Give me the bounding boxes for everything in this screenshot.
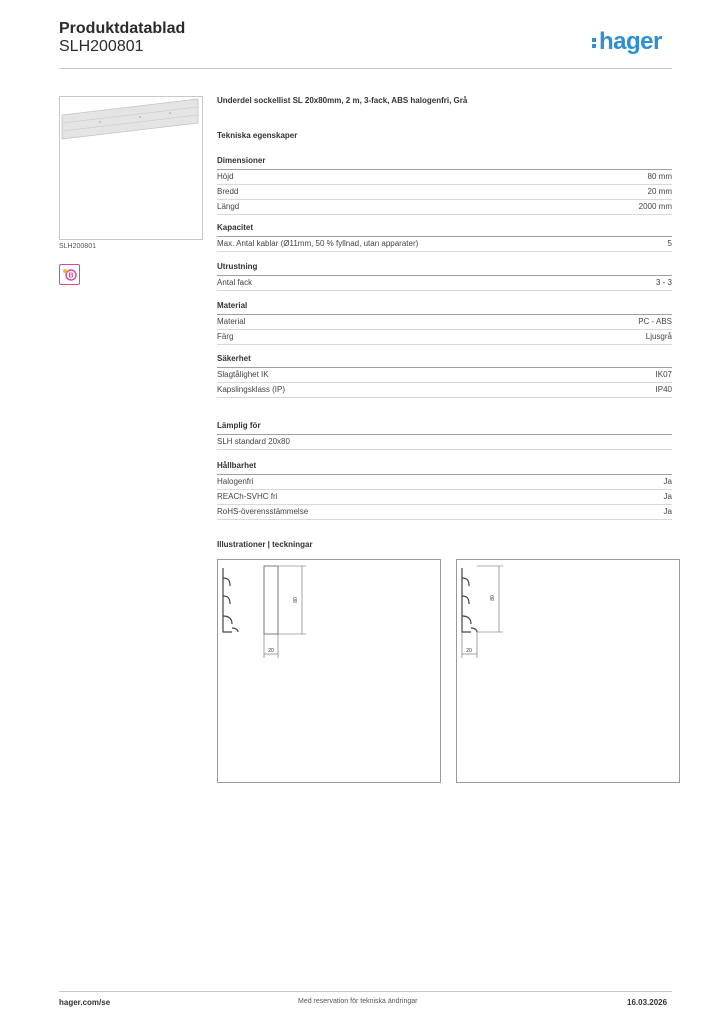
technical-drawing-2 [456, 559, 680, 783]
dimension-width-label: 20 [466, 648, 472, 654]
spec-row [217, 200, 672, 215]
spec-value: IP40 [655, 385, 672, 394]
spec-row [217, 475, 672, 490]
dimension-width-label: 20 [268, 648, 274, 654]
footer-website-link[interactable]: hager.com/se [59, 998, 111, 1007]
logo-text: hager [599, 28, 662, 55]
spec-value: 80 mm [647, 172, 672, 181]
hager-logo[interactable] [592, 28, 662, 56]
spec-value: 3 - 3 [655, 278, 672, 287]
spec-value: PC - ABS [638, 317, 672, 326]
spec-row [217, 490, 672, 505]
spec-row [217, 383, 672, 398]
halogen-free-icon [59, 264, 80, 285]
spec-value: Ljusgrå [645, 332, 672, 341]
spec-label: Färg [217, 332, 234, 341]
technical-properties-heading: Tekniska egenskaper [217, 131, 298, 140]
spec-value: Ja [663, 507, 672, 516]
spec-value: 5 [667, 239, 672, 248]
cross-section-drawing [218, 560, 440, 782]
footer-divider [59, 991, 672, 992]
spec-row [217, 330, 672, 345]
spec-row [217, 505, 672, 520]
section-dimensions [217, 155, 672, 215]
section-safety [217, 353, 672, 398]
dimension-height-label: 80 [490, 595, 496, 601]
spec-label: SLH standard 20x80 [217, 437, 290, 446]
section-title: Kapacitet [217, 222, 672, 237]
illustrations-heading: Illustrationer | teckningar [217, 540, 313, 549]
spec-label: Höjd [217, 172, 234, 181]
spec-value: Ja [663, 477, 672, 486]
footer-date: 16.03.2026 [627, 998, 668, 1007]
spec-row [217, 237, 672, 252]
spec-value: 20 mm [647, 187, 672, 196]
spec-row [217, 185, 672, 200]
section-suitable-for [217, 420, 672, 450]
section-title: Hållbarhet [217, 460, 672, 475]
section-title: Säkerhet [217, 353, 672, 368]
dimension-height-label: 80 [293, 597, 299, 603]
page-title: Produktdatablad [59, 20, 186, 37]
section-capacity [217, 222, 672, 252]
svg-text:B: B [68, 272, 74, 280]
section-equipment [217, 261, 672, 291]
spec-row [217, 368, 672, 383]
product-description: Underdel sockellist SL 20x80mm, 2 m, 3-fack, ABS halogenfri, Grå [217, 96, 468, 105]
section-title: Lämplig för [217, 420, 672, 435]
product-image-caption: SLH200801 [59, 243, 96, 250]
section-title: Dimensioner [217, 155, 672, 170]
product-photo-illustration [60, 97, 202, 239]
section-title: Material [217, 300, 672, 315]
spec-label: Max. Antal kablar (Ø11mm, 50 % fyllnad, utan apparater) [217, 239, 419, 248]
header-divider [59, 68, 672, 69]
product-image [59, 96, 203, 240]
footer-disclaimer: Med reservation för tekniska ändringar [298, 998, 418, 1005]
logo-dots-icon [592, 36, 597, 50]
spec-label: RoHS-överensstämmelse [217, 507, 309, 516]
spec-row [217, 276, 672, 291]
spec-label: Halogenfri [217, 477, 254, 486]
spec-value: 2000 mm [638, 202, 672, 211]
product-code: SLH200801 [59, 38, 144, 55]
spec-row [217, 315, 672, 330]
technical-drawing-1 [217, 559, 441, 783]
spec-label: Bredd [217, 187, 239, 196]
spec-value: Ja [663, 492, 672, 501]
spec-label: Material [217, 317, 246, 326]
spec-label: REACh-SVHC fri [217, 492, 278, 501]
spec-label: Slagtålighet IK [217, 370, 269, 379]
spec-label: Längd [217, 202, 240, 211]
spec-label: Antal fack [217, 278, 253, 287]
section-title: Utrustning [217, 261, 672, 276]
spec-value: IK07 [655, 370, 672, 379]
spec-row [217, 435, 672, 450]
section-material [217, 300, 672, 345]
spec-label: Kapslingsklass (IP) [217, 385, 286, 394]
cross-section-drawing [457, 560, 679, 782]
section-sustainability [217, 460, 672, 520]
spec-row [217, 170, 672, 185]
